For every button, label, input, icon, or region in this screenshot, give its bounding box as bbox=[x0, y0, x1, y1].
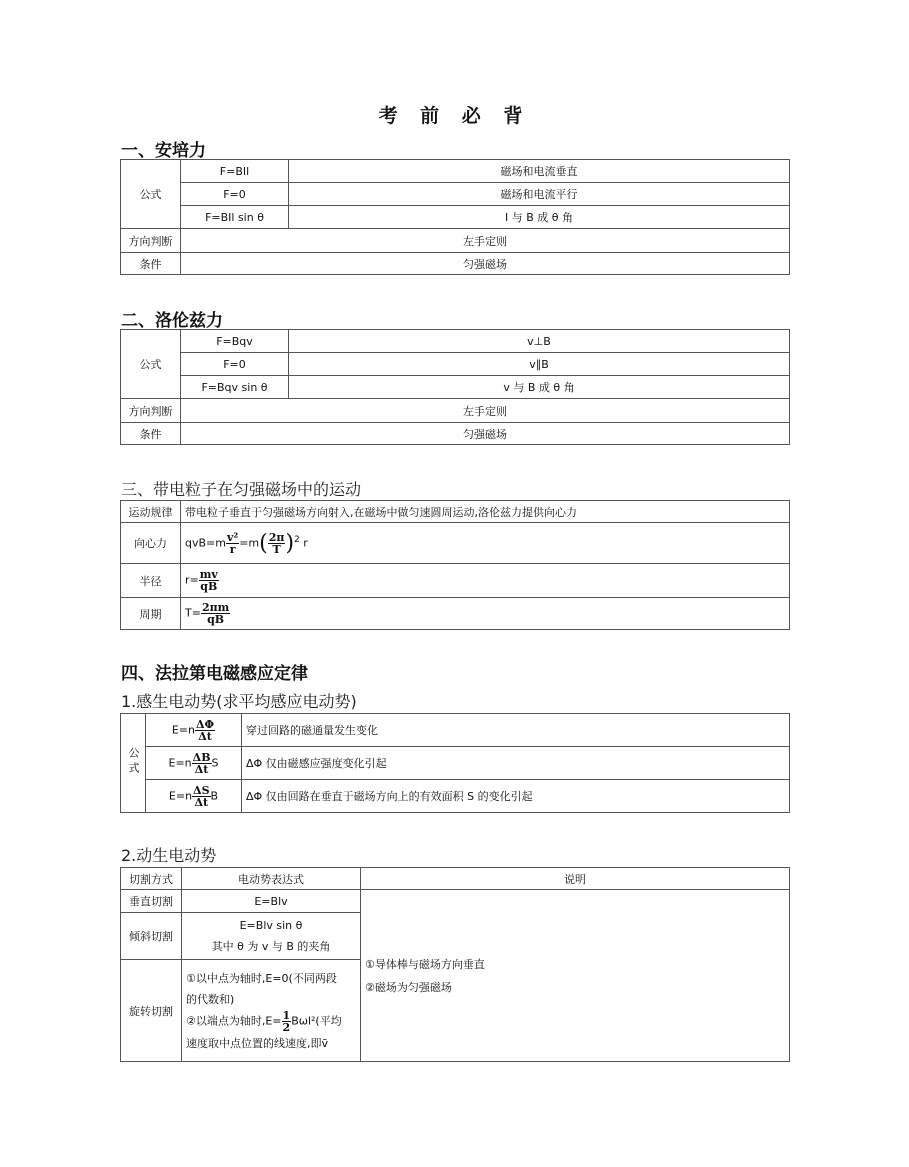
formula-text: T= bbox=[185, 606, 201, 620]
condition-label: 条件 bbox=[121, 423, 181, 445]
formula-text: E=n bbox=[171, 723, 195, 736]
section-particle-heading: 三、带电粒子在匀强磁场中的运动 bbox=[121, 480, 362, 499]
radius-label: 半径 bbox=[121, 564, 181, 598]
condition-value: 匀强磁场 bbox=[181, 423, 790, 445]
formula-text: =m bbox=[239, 536, 260, 549]
centripetal-formula: qvB=m $\frac{\text{v²}}{r}$ =m( $\frac{2\pi}{T}$ )$^2$ r bbox=[181, 523, 790, 564]
numerator: 2πm bbox=[201, 601, 230, 614]
denominator: 2 bbox=[282, 1020, 291, 1034]
formula-cell: F=Bqv bbox=[181, 330, 289, 353]
lorentz-table bbox=[120, 329, 790, 445]
rotate-cut-expr bbox=[182, 960, 361, 1062]
formula-text: Bωl²(平均 bbox=[291, 1014, 342, 1027]
numerator: 1 bbox=[282, 1008, 291, 1022]
motion-value: 带电粒子垂直于匀强磁场方向射入,在磁场中做匀速圆周运动,洛伦兹力提供向心力 bbox=[181, 501, 790, 523]
section-lorentz-heading: 二、洛伦兹力 bbox=[121, 311, 223, 331]
period-label: 周期 bbox=[121, 598, 181, 630]
description-cell: 磁场和电流平行 bbox=[289, 183, 790, 206]
denominator: Δt bbox=[194, 795, 209, 809]
induced-emf-table bbox=[120, 713, 790, 813]
numerator: ΔS bbox=[193, 783, 210, 797]
oblique-expr-note: 其中 θ 为 v 与 B 的夹角 bbox=[211, 940, 331, 953]
fraction bbox=[201, 602, 230, 625]
period-formula bbox=[181, 598, 790, 630]
subsection-induced-emf: 1.感生电动势(求平均感应电动势) bbox=[121, 692, 357, 711]
description-cell: v 与 B 成 θ 角 bbox=[289, 376, 790, 399]
formula-cell: F=BIl sin θ bbox=[181, 206, 289, 229]
numerator: 2π bbox=[268, 530, 285, 544]
denominator: Δt bbox=[198, 729, 212, 743]
rotate-line: 速度取中点位置的线速度,即v̄ bbox=[186, 1036, 329, 1050]
denominator: r bbox=[229, 542, 236, 556]
rotate-cut-label: 旋转切割 bbox=[121, 960, 182, 1062]
formula-cell: F=BIl bbox=[181, 160, 289, 183]
notes-cell bbox=[361, 890, 790, 1062]
formula-label-text: 公式 bbox=[127, 746, 140, 777]
formula-text: r= bbox=[185, 573, 199, 587]
formula-text: ②以端点为轴时,E= bbox=[186, 1014, 282, 1027]
description-cell: 磁场和电流垂直 bbox=[289, 160, 790, 183]
numerator: mv bbox=[199, 568, 218, 581]
description-cell: v⊥B bbox=[289, 330, 790, 353]
description-cell: v∥B bbox=[289, 353, 790, 376]
exponent: 2 bbox=[294, 534, 300, 545]
oblique-cut-label: 倾斜切割 bbox=[121, 913, 182, 960]
motional-emf-table bbox=[120, 867, 790, 1062]
fraction bbox=[268, 532, 286, 555]
header-expression: 电动势表达式 bbox=[182, 868, 361, 890]
numerator: v² bbox=[226, 530, 239, 544]
emf-description: 穿过回路的磁通量发生变化 bbox=[242, 714, 790, 747]
section-ampere-heading: 一、安培力 bbox=[121, 141, 206, 161]
fraction bbox=[192, 785, 210, 808]
direction-label: 方向判断 bbox=[121, 229, 181, 253]
oblique-cut-expr bbox=[182, 913, 361, 960]
rotate-line bbox=[186, 1010, 356, 1033]
direction-value: 左手定则 bbox=[181, 399, 790, 423]
note-1: ①导体棒与磁场方向垂直 bbox=[365, 957, 485, 971]
fraction bbox=[282, 1010, 292, 1033]
denominator: T bbox=[272, 542, 281, 556]
formula-label bbox=[121, 714, 146, 813]
condition-label: 条件 bbox=[121, 253, 181, 275]
fraction bbox=[192, 752, 212, 775]
fraction bbox=[226, 532, 239, 555]
fraction bbox=[195, 719, 215, 742]
numerator: ΔΦ bbox=[196, 717, 215, 731]
formula-text: E=n bbox=[168, 756, 192, 769]
rotate-line: ①以中点为轴时,E=0(不同两段 bbox=[186, 971, 337, 985]
header-cut-mode: 切割方式 bbox=[121, 868, 182, 890]
emf-description: ΔΦ 仅由回路在垂直于磁场方向上的有效面积 S 的变化引起 bbox=[242, 780, 790, 813]
condition-value: 匀强磁场 bbox=[181, 253, 790, 275]
formula-cell: F=0 bbox=[181, 183, 289, 206]
direction-value: 左手定则 bbox=[181, 229, 790, 253]
rotate-line: 的代数和) bbox=[186, 992, 235, 1006]
formula-text: E=n bbox=[168, 789, 193, 802]
header-notes: 说明 bbox=[361, 868, 790, 890]
fraction bbox=[199, 569, 219, 592]
denominator: qB bbox=[207, 613, 225, 626]
formula-label: 公式 bbox=[121, 160, 181, 229]
subsection-motional-emf: 2.动生电动势 bbox=[121, 846, 217, 865]
denominator: qB bbox=[200, 580, 218, 593]
direction-label: 方向判断 bbox=[121, 399, 181, 423]
formula-label: 公式 bbox=[121, 330, 181, 399]
page-title: 考 前 必 背 bbox=[378, 105, 531, 127]
emf-formula bbox=[146, 714, 242, 747]
formula-text: B bbox=[210, 789, 219, 802]
oblique-expr-line: E=Blv sin θ bbox=[239, 919, 303, 932]
emf-description: ΔΦ 仅由磁感应强度变化引起 bbox=[242, 747, 790, 780]
note-2: ②磁场为匀强磁场 bbox=[365, 980, 452, 994]
denominator: Δt bbox=[194, 762, 209, 776]
radius-formula bbox=[181, 564, 790, 598]
formula-cell: F=0 bbox=[181, 353, 289, 376]
numerator: ΔB bbox=[192, 750, 211, 764]
emf-formula bbox=[146, 780, 242, 813]
emf-formula bbox=[146, 747, 242, 780]
description-cell: I 与 B 成 θ 角 bbox=[289, 206, 790, 229]
formula-text: S bbox=[211, 756, 219, 769]
force-label: 向心力 bbox=[121, 523, 181, 564]
motion-label: 运动规律 bbox=[121, 501, 181, 523]
formula-text: r bbox=[303, 536, 308, 549]
particle-motion-table bbox=[120, 500, 790, 630]
formula-cell: F=Bqv sin θ bbox=[181, 376, 289, 399]
section-faraday-heading: 四、法拉第电磁感应定律 bbox=[121, 664, 308, 684]
ampere-table bbox=[120, 159, 790, 275]
vertical-cut-expr: E=Blv bbox=[182, 890, 361, 913]
vertical-cut-label: 垂直切割 bbox=[121, 890, 182, 913]
formula-text: qvB=m bbox=[185, 536, 226, 549]
